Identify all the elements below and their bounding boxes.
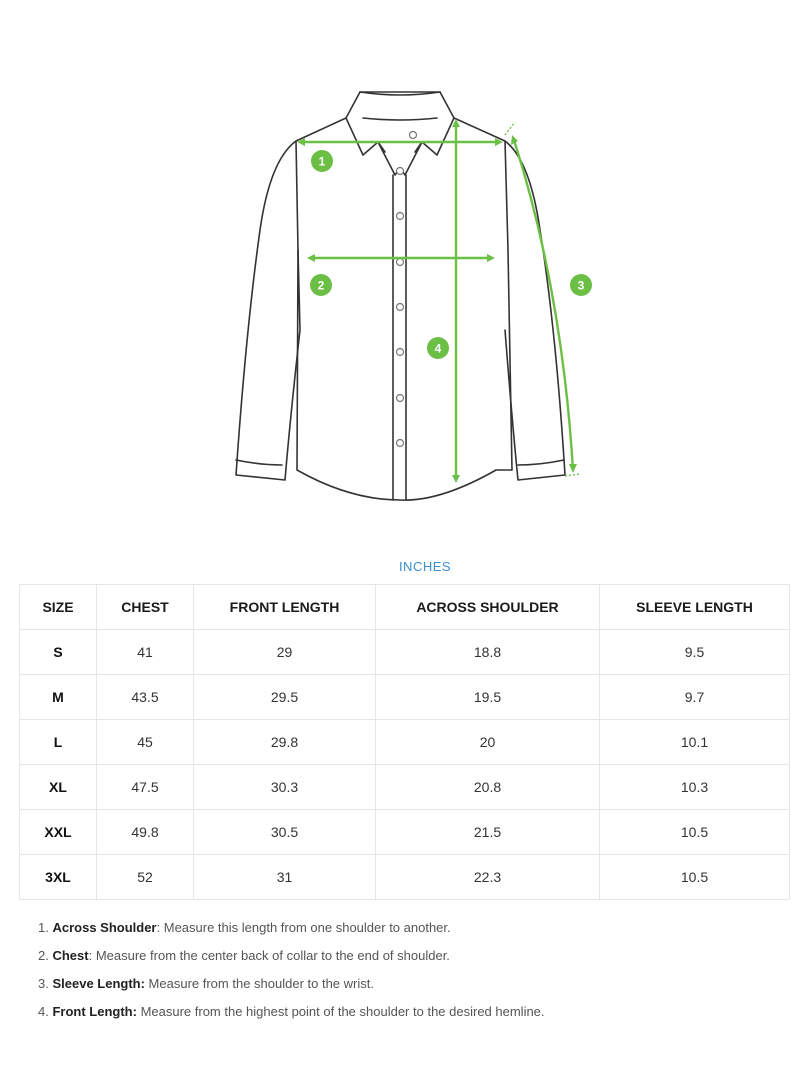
note-text: Measure from the shoulder to the wrist. [144,976,374,991]
note-text: Measure from the highest point of the shoulder to the desired hemline. [136,1004,545,1019]
note-text: Measure this length from one shoulder to another. [160,920,451,935]
table-row [20,810,790,855]
chest-cell: 49.8 [97,810,194,855]
note-index: 1. [38,920,49,935]
size-cell: XXL [20,810,97,855]
across-shoulder-cell: 22.3 [376,855,600,900]
table-header-row [20,585,790,630]
across-shoulder-cell: 19.5 [376,675,600,720]
front-length-cell: 31 [194,855,376,900]
chest-cell: 47.5 [97,765,194,810]
across-shoulder-cell: 21.5 [376,810,600,855]
note-index: 4. [38,1004,49,1019]
header-chest: CHEST [97,585,194,630]
shirt-measurement-diagram [0,0,792,540]
note-text: Measure from the center back of collar to the end of shoulder. [92,948,450,963]
size-cell: XL [20,765,97,810]
table-row [20,675,790,720]
unit-label: INCHES [398,559,452,574]
size-cell: S [20,630,97,675]
size-cell: 3XL [20,855,97,900]
sleeve-length-cell: 10.5 [600,810,790,855]
note-sep: : [156,920,161,935]
chest-cell: 52 [97,855,194,900]
svg-text:4: 4 [434,341,442,356]
note-term: Sleeve Length: [52,976,145,991]
sleeve-length-cell: 9.7 [600,675,790,720]
across-shoulder-cell: 20.8 [376,765,600,810]
header-sleeve-length: SLEEVE LENGTH [600,585,790,630]
table-row [20,720,790,765]
front-length-cell: 29 [194,630,376,675]
note-term: Chest [52,948,89,963]
marker-1-badge [311,150,333,172]
note-index: 3. [38,976,49,991]
svg-text:1: 1 [318,154,326,169]
svg-text:2: 2 [317,278,325,293]
front-length-cell: 29.8 [194,720,376,765]
note-sleeve-length [38,974,545,1002]
marker-3-badge [570,274,592,296]
measurement-notes [38,918,545,1030]
across-shoulder-cell: 20 [376,720,600,765]
note-sep: : [88,948,93,963]
table-row [20,630,790,675]
table-row [20,855,790,900]
chest-cell: 41 [97,630,194,675]
sleeve-length-cell: 10.5 [600,855,790,900]
shirt-illustration [0,0,792,540]
sleeve-length-cell: 10.3 [600,765,790,810]
sleeve-length-cell: 9.5 [600,630,790,675]
note-term: Front Length: [52,1004,137,1019]
sleeve-length-cell: 10.1 [600,720,790,765]
header-front-length: FRONT LENGTH [194,585,376,630]
chest-cell: 45 [97,720,194,765]
table-row [20,765,790,810]
size-cell: L [20,720,97,765]
marker-2-badge [310,274,332,296]
chest-cell: 43.5 [97,675,194,720]
note-chest [38,946,545,974]
note-across-shoulder [38,918,545,946]
note-front-length [38,1002,545,1030]
size-cell: M [20,675,97,720]
svg-text:3: 3 [577,278,585,293]
note-index: 2. [38,948,49,963]
header-across-shoulder: ACROSS SHOULDER [376,585,600,630]
note-term: Across Shoulder [52,920,157,935]
size-chart-table [19,584,790,900]
front-length-cell: 29.5 [194,675,376,720]
front-length-cell: 30.3 [194,765,376,810]
header-size: SIZE [20,585,97,630]
across-shoulder-cell: 18.8 [376,630,600,675]
marker-4-badge [427,337,449,359]
front-length-cell: 30.5 [194,810,376,855]
